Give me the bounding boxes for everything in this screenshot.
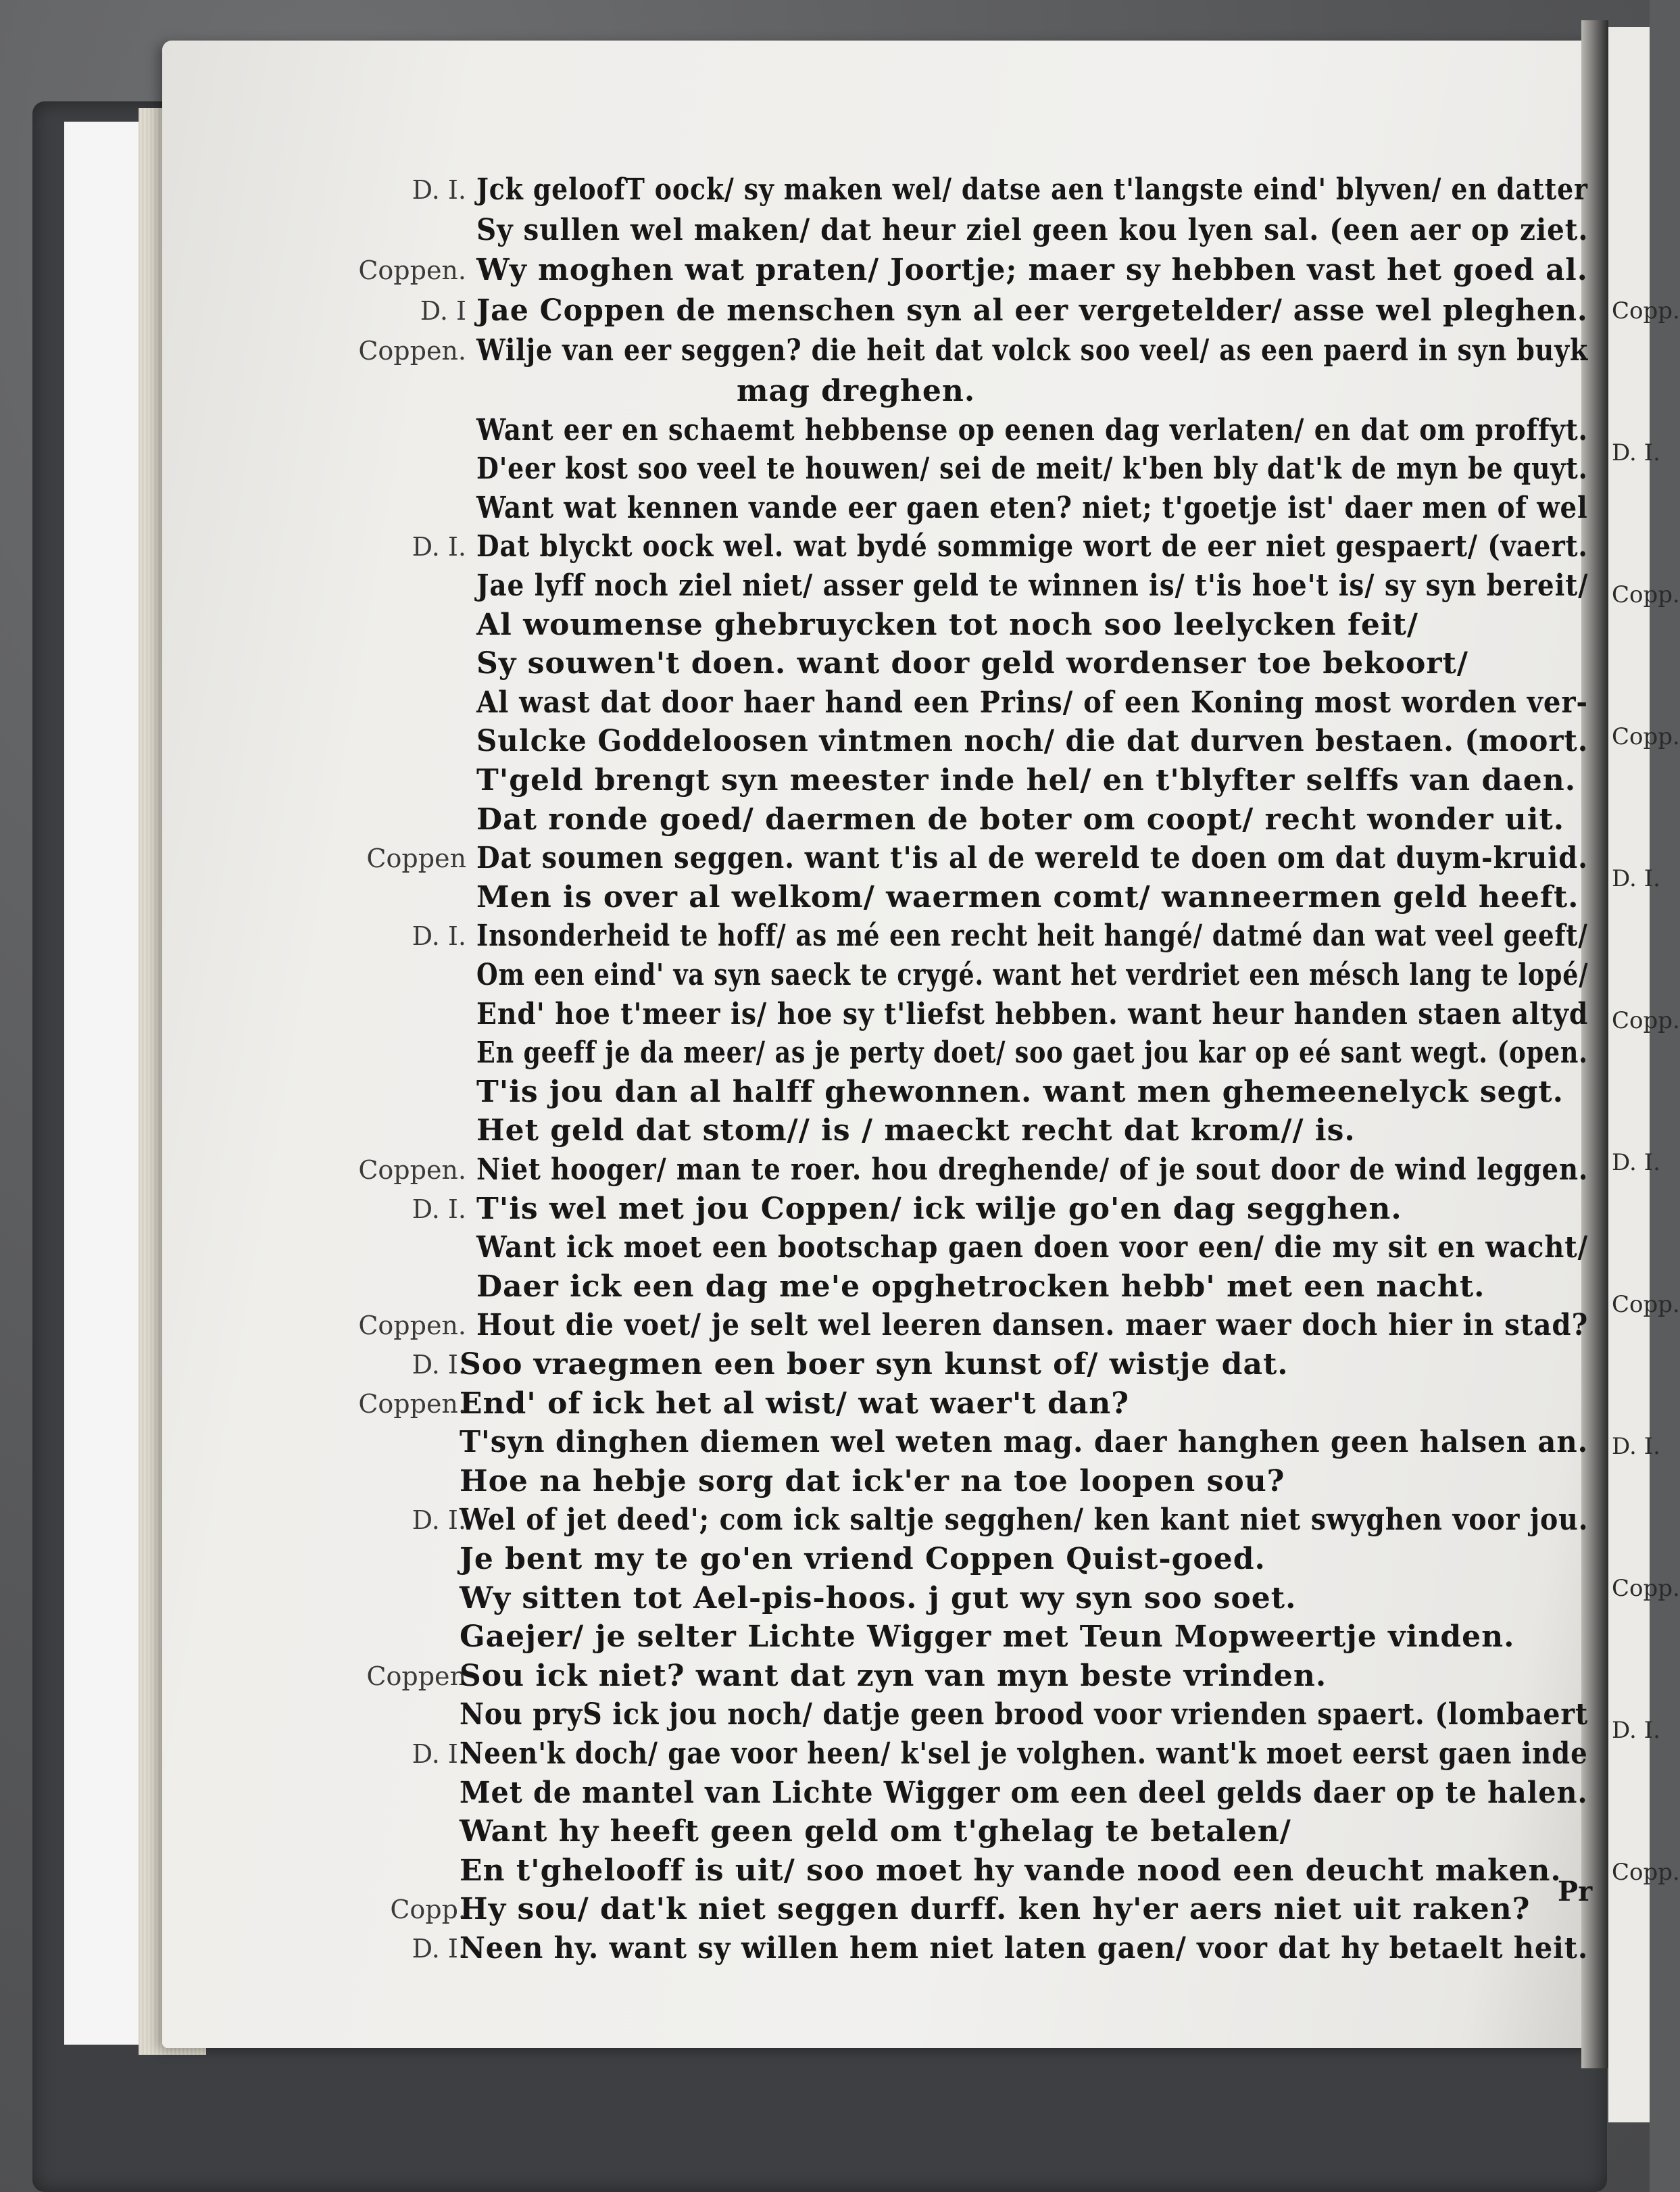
verse-text: Het geld dat stom// is / maeckt recht dat krom// is. xyxy=(476,1113,1356,1148)
verse-text: Nou pryS ick jou noch/ datje geen brood voor vrienden spaert. (lombaert xyxy=(460,1697,1589,1732)
speaker-label: Coppen. xyxy=(358,1155,466,1185)
verse-text: Want ick moet een bootschap gaen doen voor een/ die my sit en wacht/ xyxy=(476,1230,1589,1265)
verse-text: mag dreghen. xyxy=(737,374,976,408)
verse-text: Sulcke Goddeloosen vintmen noch/ die dat durven bestaen. (moort. xyxy=(476,724,1589,759)
verse-text: End' of ick het al wist/ wat waer't dan? xyxy=(460,1386,1129,1421)
text-line xyxy=(0,1386,1622,1421)
verse-text: Niet hooger/ man te roer. hou dreghende/ of je sout door de wind leggen. xyxy=(476,1152,1589,1187)
facing-margin-label: Copp. xyxy=(1612,1859,1680,1886)
text-line xyxy=(0,958,1622,993)
verse-text: Sy sullen wel maken/ dat heur ziel geen kou lyen sal. (een aer op ziet. xyxy=(476,212,1589,247)
facing-margin-label: Copp. xyxy=(1612,581,1680,608)
text-line xyxy=(0,1503,1622,1538)
verse-text: Wel of jet deed'; com ick saltje segghen/ ken kant niet swyghen voor jou. xyxy=(460,1503,1589,1538)
text-line xyxy=(0,1659,1622,1694)
text-line xyxy=(0,1931,1622,1966)
text-line xyxy=(0,841,1622,876)
verse-text: Daer ick een dag me'e opghetrocken hebb' met een nacht. xyxy=(476,1269,1485,1304)
text-line xyxy=(0,568,1622,604)
verse-text: Soo vraegmen een boer syn kunst of/ wistje dat. xyxy=(460,1347,1289,1382)
text-line xyxy=(0,724,1622,759)
verse-text: Jae lyff noch ziel niet/ asser geld te winnen is/ t'is hoe't is/ sy syn bereit/ xyxy=(476,568,1589,603)
verse-text: Al woumense ghebruycken tot noch soo leelycken feit/ xyxy=(476,607,1418,642)
speaker-label: D. I. xyxy=(412,1505,466,1536)
verse-text: Hout die voet/ je selt wel leeren dansen. maer waer doch hier in stad? xyxy=(476,1308,1589,1343)
facing-margin-label: Copp. xyxy=(1612,1291,1680,1318)
facing-margin-label: Copp. xyxy=(1612,297,1680,324)
verse-text: T'syn dinghen diemen wel weten mag. daer hanghen geen halsen an. xyxy=(460,1425,1589,1460)
text-line xyxy=(0,1542,1622,1577)
verse-text: Sy souwen't doen. want door geld wordenser toe bekoort/ xyxy=(476,646,1468,681)
text-line xyxy=(0,1425,1622,1460)
facing-margin-label: D. I. xyxy=(1612,1433,1660,1460)
facing-margin-label: D. I. xyxy=(1612,439,1660,466)
text-line xyxy=(0,374,1622,409)
text-line xyxy=(0,608,1622,643)
verse-text: Je bent my te go'en vriend Coppen Quist-goed. xyxy=(460,1542,1266,1576)
verse-text: Hoe na hebje sorg dat ick'er na toe loopen sou? xyxy=(460,1463,1285,1499)
text-line xyxy=(0,1814,1622,1849)
text-line xyxy=(0,1736,1622,1772)
verse-text: Men is over al welkom/ waermen comt/ wanneermen geld heeft. xyxy=(476,879,1579,915)
speaker-label: D. I xyxy=(420,295,466,326)
verse-text: Wilje van eer seggen? die heit dat volck soo veel/ as een paerd in syn buyk xyxy=(476,333,1589,368)
facing-margin-label: D. I. xyxy=(1612,1149,1660,1176)
verse-text: T'is jou dan al halff ghewonnen. want men ghemeenelyck segt. xyxy=(476,1074,1564,1109)
text-line xyxy=(0,413,1622,448)
text-line xyxy=(0,1308,1622,1343)
speaker-label: D. I. xyxy=(412,175,466,205)
verse-text: Want eer en schaemt hebbense op eenen dag verlaten/ en dat om proffyt. xyxy=(476,412,1588,447)
text-line xyxy=(0,172,1622,208)
text-line xyxy=(0,293,1622,328)
verse-text: Jck geloofT oock/ sy maken wel/ datse aen t'langste eind' blyven/ en datter xyxy=(476,172,1588,207)
speaker-label: D. I. xyxy=(412,1739,466,1769)
verse-text: Gaejer/ je selter Lichte Wigger met Teun Mopweertje vinden. xyxy=(460,1619,1515,1655)
verse-text: Met de mantel van Lichte Wigger om een deel gelds daer op te halen. xyxy=(460,1775,1588,1810)
text-line xyxy=(0,1347,1622,1382)
text-line xyxy=(0,333,1622,368)
text-line xyxy=(0,1619,1622,1655)
text-line xyxy=(0,880,1622,915)
verse-text: Dat ronde goed/ daermen de boter om coopt/ recht wonder uit. xyxy=(476,802,1565,837)
text-line xyxy=(0,529,1622,564)
verse-text: Neen'k doch/ gae voor heen/ k'sel je volghen. want'k moet eerst gaen inde xyxy=(460,1736,1588,1771)
text-line xyxy=(0,1036,1622,1071)
verse-text: En geeff je da meer/ as je perty doet/ soo gaet jou kar op eé sant wegt. (open. xyxy=(476,1036,1588,1071)
verse-text: T'is wel met jou Coppen/ ick wilje go'en dag segghen. xyxy=(476,1191,1402,1226)
verse-text: Dat soumen seggen. want t'is al de wereld te doen om dat duym-kruid. xyxy=(476,841,1588,876)
catchword: Pr xyxy=(1558,1876,1593,1907)
speaker-label: D. I. xyxy=(412,1934,466,1964)
speaker-label: D. I. xyxy=(412,1194,466,1224)
speaker-label: D. I. xyxy=(412,921,466,952)
text-line xyxy=(0,1075,1622,1110)
text-line xyxy=(0,1230,1622,1265)
speaker-label: Coppen xyxy=(366,1661,466,1691)
text-line xyxy=(0,685,1622,721)
text-line xyxy=(0,1776,1622,1811)
verse-text: Neen hy. want sy willen hem niet laten gaen/ voor dat hy betaelt heit. xyxy=(460,1931,1589,1966)
text-line xyxy=(0,491,1622,526)
text-line xyxy=(0,1892,1622,1927)
speaker-label: Coppen. xyxy=(358,1388,466,1419)
verse-text: Want wat kennen vande eer gaen eten? niet; t'goetje ist' daer men of wel xyxy=(476,490,1588,525)
text-line xyxy=(0,213,1622,248)
verse-text: Jae Coppen de menschen syn al eer vergetelder/ asse wel pleghen. xyxy=(476,293,1588,328)
verse-text: Want hy heeft geen geld om t'ghelag te betalen/ xyxy=(460,1814,1291,1849)
verse-text: En t'ghelooff is uit/ soo moet hy vande nood een deucht maken. xyxy=(460,1853,1562,1888)
facing-margin-label: D. I. xyxy=(1612,1717,1660,1744)
text-line xyxy=(0,1464,1622,1499)
text-line xyxy=(0,253,1622,288)
verse-text: End' hoe t'meer is/ hoe sy t'liefst hebben. want heur handen staen altyd xyxy=(476,996,1589,1031)
facing-margin-label: Copp. xyxy=(1612,723,1680,750)
verse-text: Hy sou/ dat'k niet seggen durff. ken hy'er aers niet uit raken? xyxy=(460,1892,1531,1927)
text-line xyxy=(0,1269,1622,1305)
speaker-label: Coppen. xyxy=(358,1311,466,1341)
verse-text: Insonderheid te hoff/ as mé een recht heit hangé/ datmé dan wat veel geeft/ xyxy=(476,919,1588,954)
verse-text: Sou ick niet? want dat zyn van myn beste vrinden. xyxy=(460,1658,1327,1693)
speaker-label: Coppen xyxy=(366,844,466,874)
verse-text: Dat blyckt oock wel. wat bydé sommige wort de eer niet gespaert/ (vaert. xyxy=(476,529,1588,564)
speaker-label: D. I. xyxy=(412,1350,466,1380)
text-line xyxy=(0,919,1622,954)
verse-text: Wy sitten tot Ael-pis-hoos. j gut wy syn soo soet. xyxy=(460,1580,1297,1615)
text-line xyxy=(0,1581,1622,1616)
text-line xyxy=(0,1697,1622,1732)
speaker-label: Coppen. xyxy=(358,255,466,286)
verse-text: D'eer kost soo veel te houwen/ sei de meit/ k'ben bly dat'k de myn be quyt. xyxy=(476,452,1588,487)
speaker-label: Coppen. xyxy=(358,336,466,366)
text-line xyxy=(0,1113,1622,1148)
speaker-label: D. I. xyxy=(412,532,466,562)
speaker-label: Copp. xyxy=(390,1895,466,1925)
text-line xyxy=(0,1192,1622,1227)
text-line xyxy=(0,763,1622,798)
facing-margin-label: Copp. xyxy=(1612,1575,1680,1602)
text-line xyxy=(0,1152,1622,1188)
facing-margin-label: Copp. xyxy=(1612,1007,1680,1034)
text-line xyxy=(0,997,1622,1032)
verse-text: Al wast dat door haer hand een Prins/ of een Koning most worden ver- xyxy=(476,685,1589,720)
verse-text: Wy moghen wat praten/ Joortje; maer sy hebben vast het goed al. xyxy=(476,253,1588,288)
verse-text: Om een eind' va syn saeck te crygé. want het verdriet een mésch lang te lopé/ xyxy=(476,958,1589,992)
text-line xyxy=(0,452,1622,487)
verse-text: T'geld brengt syn meester inde hel/ en t'blyfter selffs van daen. xyxy=(476,763,1577,798)
text-line xyxy=(0,1853,1622,1889)
text-line xyxy=(0,646,1622,681)
text-line xyxy=(0,802,1622,837)
facing-margin-label: D. I. xyxy=(1612,865,1660,892)
